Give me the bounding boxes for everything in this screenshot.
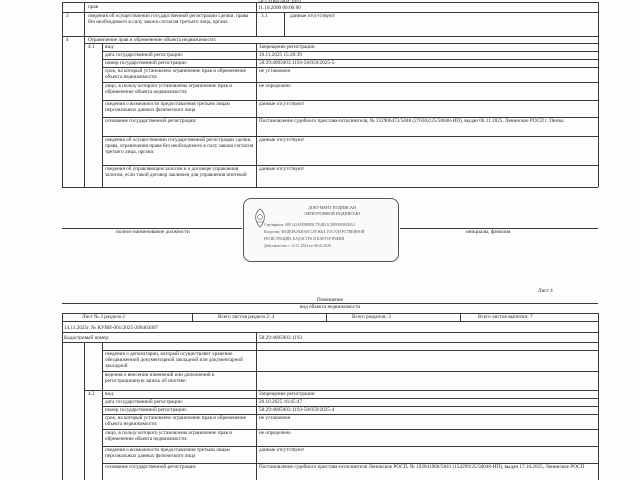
row3-text: сведения об осуществлении государственной регистрации сделки, права без необходимого в силу закона согласия третьего лица, органа [88,13,249,25]
mortgage-changes-label: ведения о внесении изменений или дополнений в регистрационную запись об ипотеке: [105,372,215,384]
upper-row-label-prav: прав [88,4,99,10]
stamp-certificate: Сертификат: 00F142AFE8BD9C7E4B31CDF85F0E6DA3 [264,223,355,227]
cadastral-label: Кадастровый номер: [64,335,110,341]
depository-label: сведения о депозитарии, который осуществляет хранение обездвиженной документарной закладной или документарной закладной [105,351,243,369]
object-kind-caption: вид объекта недвижимости [299,304,361,310]
row41-label-beneficiary: лицо, в пользу которого установлены ограничение прав и обременение объекта недвижимости: [105,83,232,95]
stamp-validity: Действителен: с 12.11.2024 по 06.02.2026 [264,244,331,248]
total-sheets: Всего листов выписки: 7 [478,314,533,320]
row42-value-beneficiary: не определено [259,430,291,436]
row42-label-kind: вид: [105,391,115,397]
row42-value-basis: Постановление судебного пристава-исполнителя Ленинское РОСП, № 192641968/5841 (154299/25/58048-ИП), выдан 17.10.2025, Ленинское РОСП [259,464,585,470]
sheet-of-section: Лист № 2 раздела 2 [82,314,125,320]
stamp-owner-1: Владелец: ФЕДЕРАЛЬНАЯ СЛУЖБА ГОСУДАРСТВЕННОЙ [264,230,365,234]
row41-label-consent: сведения об осуществлении государственной регистрации сделки, права, ограничения права без необходимого в силу закона согласия третьего лица, органа: [105,137,254,155]
upper-header-line-1: 58:13:0607004:1093 [258,0,302,5]
upper-header-line-2: 11.10.2000 00:00:00 [258,5,301,11]
row41-value-consent: данные отсутствуют [259,137,305,143]
row42-label-beneficiary: лицо, в пользу которого установлены ограничение прав и обременение объекта недвижимости: [105,430,232,442]
row4-title: Ограничение прав и обременение объекта недвижимости: [88,37,217,43]
signature-left-caption: полное наименование должности [116,229,190,235]
row41-value-personal-data: данные отсутствуют [259,101,305,107]
row42-value-regnum: 58:29:4005003:1193-58/059/2025-4 [259,407,335,413]
row41-value-beneficiary: не определено [259,83,291,89]
row41-label-basis: основание государственной регистрации: [105,118,197,124]
signature-right-caption: инициалы, фамилия [466,229,511,235]
cadastral-number: 58:29:4005003:1193 [259,335,303,341]
row42-value-personal-data: данные отсутствуют [259,447,305,453]
row41-label-date: дата государственной регистрации: [105,52,184,58]
row42-label-regnum: номер государственной регистрации: [105,407,188,413]
electronic-signature-stamp [243,198,399,262]
row41-label-personal-data: сведения о возможности предоставления третьим лицам персональных данных физического лица [105,101,230,113]
row41-label-term: срок, на который установлено ограничение прав и обременение объекта недвижимости: [105,68,246,80]
row42-label-date: дата государственной регистрации: [105,399,184,405]
row41-value-pledge-manager: данные отсутствуют [259,166,305,172]
row42-label-term: срок, на который установлено ограничение прав и обременение объекта недвижимости: [105,415,246,427]
sheet-number: Лист 4 [538,288,553,294]
object-title: Помещение [317,297,343,303]
extract-date-number: 14.11.2025г. № КУВИ-001/2025-208463097 [64,325,159,331]
row3-number: 3 [66,13,69,19]
row42-value-date: 20.10.2025 16:45:47 [259,399,303,405]
stamp-title-1: ДОКУМЕНТ ПОДПИСАН [308,205,356,210]
stamp-title-2: ЭЛЕКТРОННОЙ ПОДПИСЬЮ [303,211,361,216]
row3-value: данные отсутствуют [290,13,336,19]
row41-number: 4.1 [88,44,95,50]
row42-value-kind: Запрещение регистрации [259,391,315,397]
row41-value-date: 10.11.2025 15:20:39 [259,52,302,58]
stamp-owner-2: РЕГИСТРАЦИИ, КАДАСТРА И КАРТОГРАФИИ [264,237,345,241]
row41-value-regnum: 58:29:4005003:1193-58/059/2025-5 [259,60,335,66]
row41-label-pledge-manager: сведения об управляющем залогом и о договоре управления залогом, если такой договор заключен для управления ипотекой [105,166,247,178]
row41-label-regnum: номер государственной регистрации: [105,60,188,66]
row3-sub-number: 3.1 [261,13,268,19]
row41-value-term: не установлен [259,68,291,74]
row41-value-kind: Запрещение регистрации [259,44,315,50]
row41-value-basis: Постановление судебного пристава-исполнителя, № 332906473/5848 (276362/25/58048-ИП), выдан 06.11.2025, Ленинское РОСП г. Пензы [259,118,564,124]
row42-number: 4.2 [88,391,95,397]
total-section-sheets: Всего листов раздела 2: 4 [218,314,275,320]
row4-number: 4 [66,37,69,43]
row42-value-term: не установлен [259,415,291,421]
row41-label-kind: вид: [105,44,115,50]
row42-label-personal-data: сведения о возможности предоставления третьим лицам персональных данных физического лица [105,447,230,459]
total-sections: Всего разделов: 3 [352,314,391,320]
row42-label-basis: основание государственной регистрации: [105,464,197,470]
